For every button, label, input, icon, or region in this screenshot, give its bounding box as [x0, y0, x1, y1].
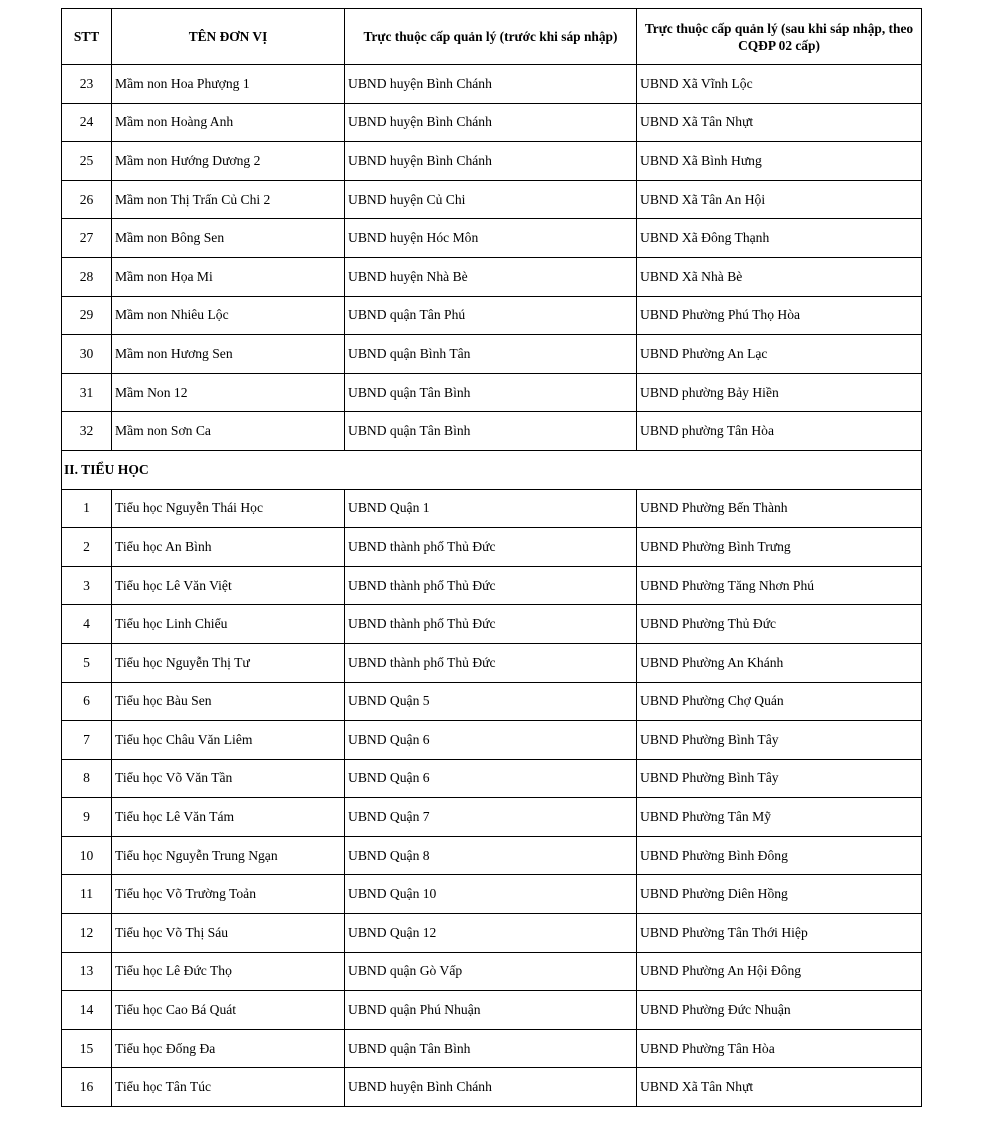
row-unit-name: Tiểu học Lê Đức Thọ	[112, 952, 345, 991]
row-management-after: UBND Phường Bình Đông	[637, 836, 922, 875]
row-unit-name: Tiểu học Linh Chiểu	[112, 605, 345, 644]
header-unit-name: TÊN ĐƠN VỊ	[112, 9, 345, 65]
table-row	[62, 605, 922, 644]
row-management-before: UBND thành phố Thủ Đức	[345, 643, 637, 682]
row-management-before: UBND quận Tân Bình	[345, 373, 637, 412]
row-unit-name: Mầm non Thị Trấn Củ Chi 2	[112, 180, 345, 219]
row-stt: 26	[62, 180, 112, 219]
row-unit-name: Mầm non Hương Sen	[112, 335, 345, 374]
row-management-before: UBND Quận 7	[345, 798, 637, 837]
row-stt: 5	[62, 643, 112, 682]
row-unit-name: Mầm non Hoàng Anh	[112, 103, 345, 142]
row-management-after: UBND Phường Đức Nhuận	[637, 991, 922, 1030]
row-unit-name: Mầm non Hoa Phượng 1	[112, 65, 345, 104]
row-management-after: UBND Phường An Khánh	[637, 643, 922, 682]
header-stt: STT	[62, 9, 112, 65]
row-unit-name: Mầm non Sơn Ca	[112, 412, 345, 451]
row-management-after: UBND phường Tân Hòa	[637, 412, 922, 451]
row-unit-name: Tiểu học Châu Văn Liêm	[112, 721, 345, 760]
header-management-after: Trực thuộc cấp quản lý (sau khi sáp nhập, theo CQĐP 02 cấp)	[637, 9, 922, 65]
row-management-after: UBND Phường Tăng Nhơn Phú	[637, 566, 922, 605]
header-row	[62, 9, 922, 65]
row-stt: 31	[62, 373, 112, 412]
table-row	[62, 528, 922, 567]
row-unit-name: Tiểu học Lê Văn Tám	[112, 798, 345, 837]
row-management-before: UBND Quận 5	[345, 682, 637, 721]
row-stt: 7	[62, 721, 112, 760]
row-management-after: UBND Phường Diên Hồng	[637, 875, 922, 914]
table-row	[62, 721, 922, 760]
row-unit-name: Tiểu học Đống Đa	[112, 1029, 345, 1068]
row-unit-name: Tiểu học Cao Bá Quát	[112, 991, 345, 1030]
row-stt: 1	[62, 489, 112, 528]
row-management-after: UBND Phường Bình Tây	[637, 759, 922, 798]
row-management-before: UBND Quận 6	[345, 721, 637, 760]
row-stt: 13	[62, 952, 112, 991]
row-management-before: UBND quận Bình Tân	[345, 335, 637, 374]
row-management-after: UBND Xã Tân Nhựt	[637, 1068, 922, 1107]
row-unit-name: Tiểu học Võ Thị Sáu	[112, 914, 345, 953]
table-row	[62, 643, 922, 682]
row-management-before: UBND quận Tân Bình	[345, 412, 637, 451]
table-row	[62, 566, 922, 605]
table-row	[62, 180, 922, 219]
row-management-after: UBND Phường Tân Thới Hiệp	[637, 914, 922, 953]
table-row	[62, 257, 922, 296]
row-unit-name: Tiểu học Võ Trường Toản	[112, 875, 345, 914]
table-row	[62, 335, 922, 374]
row-management-before: UBND huyện Nhà Bè	[345, 257, 637, 296]
row-stt: 30	[62, 335, 112, 374]
row-stt: 11	[62, 875, 112, 914]
row-management-before: UBND huyện Bình Chánh	[345, 103, 637, 142]
row-management-before: UBND thành phố Thủ Đức	[345, 528, 637, 567]
table-row	[62, 142, 922, 181]
row-management-before: UBND huyện Bình Chánh	[345, 142, 637, 181]
header-management-before: Trực thuộc cấp quản lý (trước khi sáp nhập)	[345, 9, 637, 65]
row-stt: 25	[62, 142, 112, 181]
row-stt: 3	[62, 566, 112, 605]
row-unit-name: Mầm non Bông Sen	[112, 219, 345, 258]
row-stt: 14	[62, 991, 112, 1030]
table-row	[62, 952, 922, 991]
row-management-before: UBND Quận 12	[345, 914, 637, 953]
row-unit-name: Mầm non Họa Mi	[112, 257, 345, 296]
table-row	[62, 798, 922, 837]
row-management-after: UBND Phường Phú Thọ Hòa	[637, 296, 922, 335]
table-row	[62, 103, 922, 142]
school-table	[61, 8, 922, 1107]
row-management-before: UBND quận Gò Vấp	[345, 952, 637, 991]
row-management-before: UBND Quận 8	[345, 836, 637, 875]
row-stt: 10	[62, 836, 112, 875]
row-management-before: UBND huyện Bình Chánh	[345, 1068, 637, 1107]
row-management-after: UBND Phường An Lạc	[637, 335, 922, 374]
row-management-before: UBND huyện Củ Chi	[345, 180, 637, 219]
row-management-after: UBND Phường Tân Hòa	[637, 1029, 922, 1068]
table-row	[62, 836, 922, 875]
row-stt: 24	[62, 103, 112, 142]
row-stt: 2	[62, 528, 112, 567]
row-stt: 28	[62, 257, 112, 296]
row-management-after: UBND Phường Chợ Quán	[637, 682, 922, 721]
row-management-after: UBND Phường An Hội Đông	[637, 952, 922, 991]
row-stt: 4	[62, 605, 112, 644]
table-header	[62, 9, 922, 65]
row-stt: 27	[62, 219, 112, 258]
row-stt: 8	[62, 759, 112, 798]
row-management-after: UBND Xã Đông Thạnh	[637, 219, 922, 258]
table-row	[62, 412, 922, 451]
row-stt: 23	[62, 65, 112, 104]
row-unit-name: Tiểu học Nguyễn Thái Học	[112, 489, 345, 528]
row-unit-name: Mầm non Nhiêu Lộc	[112, 296, 345, 335]
row-stt: 15	[62, 1029, 112, 1068]
row-stt: 29	[62, 296, 112, 335]
table-row	[62, 991, 922, 1030]
table-row	[62, 1068, 922, 1107]
row-management-after: UBND Xã Tân An Hội	[637, 180, 922, 219]
row-management-before: UBND thành phố Thủ Đức	[345, 605, 637, 644]
row-unit-name: Tiểu học Lê Văn Việt	[112, 566, 345, 605]
table-row	[62, 489, 922, 528]
row-management-before: UBND quận Tân Bình	[345, 1029, 637, 1068]
row-management-before: UBND thành phố Thủ Đức	[345, 566, 637, 605]
row-management-after: UBND Phường Bình Tây	[637, 721, 922, 760]
row-management-before: UBND Quận 6	[345, 759, 637, 798]
row-management-after: UBND Phường Bến Thành	[637, 489, 922, 528]
row-management-after: UBND Xã Vĩnh Lộc	[637, 65, 922, 104]
row-stt: 9	[62, 798, 112, 837]
row-stt: 6	[62, 682, 112, 721]
row-unit-name: Tiểu học Nguyễn Trung Ngạn	[112, 836, 345, 875]
table-body	[62, 65, 922, 1107]
table-row	[62, 875, 922, 914]
row-management-before: UBND huyện Hóc Môn	[345, 219, 637, 258]
row-management-after: UBND Xã Tân Nhựt	[637, 103, 922, 142]
row-unit-name: Tiểu học Bàu Sen	[112, 682, 345, 721]
row-unit-name: Mầm Non 12	[112, 373, 345, 412]
table-row	[62, 759, 922, 798]
row-management-after: UBND Phường Bình Trưng	[637, 528, 922, 567]
section-title: II. TIỂU HỌC	[62, 450, 922, 489]
row-management-before: UBND Quận 10	[345, 875, 637, 914]
row-unit-name: Tiểu học An Bình	[112, 528, 345, 567]
row-management-after: UBND phường Bảy Hiền	[637, 373, 922, 412]
table-row	[62, 219, 922, 258]
row-unit-name: Mầm non Hướng Dương 2	[112, 142, 345, 181]
row-management-after: UBND Phường Thủ Đức	[637, 605, 922, 644]
row-unit-name: Tiểu học Nguyễn Thị Tư	[112, 643, 345, 682]
table-row	[62, 65, 922, 104]
table-row	[62, 296, 922, 335]
row-management-before: UBND quận Phú Nhuận	[345, 991, 637, 1030]
row-stt: 12	[62, 914, 112, 953]
table-row	[62, 682, 922, 721]
row-unit-name: Tiểu học Tân Túc	[112, 1068, 345, 1107]
document-page	[61, 8, 921, 1107]
row-management-after: UBND Xã Nhà Bè	[637, 257, 922, 296]
row-management-before: UBND huyện Bình Chánh	[345, 65, 637, 104]
table-row	[62, 1029, 922, 1068]
row-unit-name: Tiểu học Võ Văn Tần	[112, 759, 345, 798]
row-stt: 32	[62, 412, 112, 451]
row-management-before: UBND Quận 1	[345, 489, 637, 528]
table-row	[62, 914, 922, 953]
row-management-after: UBND Phường Tân Mỹ	[637, 798, 922, 837]
section-row-tieu-hoc	[62, 450, 922, 489]
row-management-before: UBND quận Tân Phú	[345, 296, 637, 335]
table-row	[62, 373, 922, 412]
row-management-after: UBND Xã Bình Hưng	[637, 142, 922, 181]
row-stt: 16	[62, 1068, 112, 1107]
